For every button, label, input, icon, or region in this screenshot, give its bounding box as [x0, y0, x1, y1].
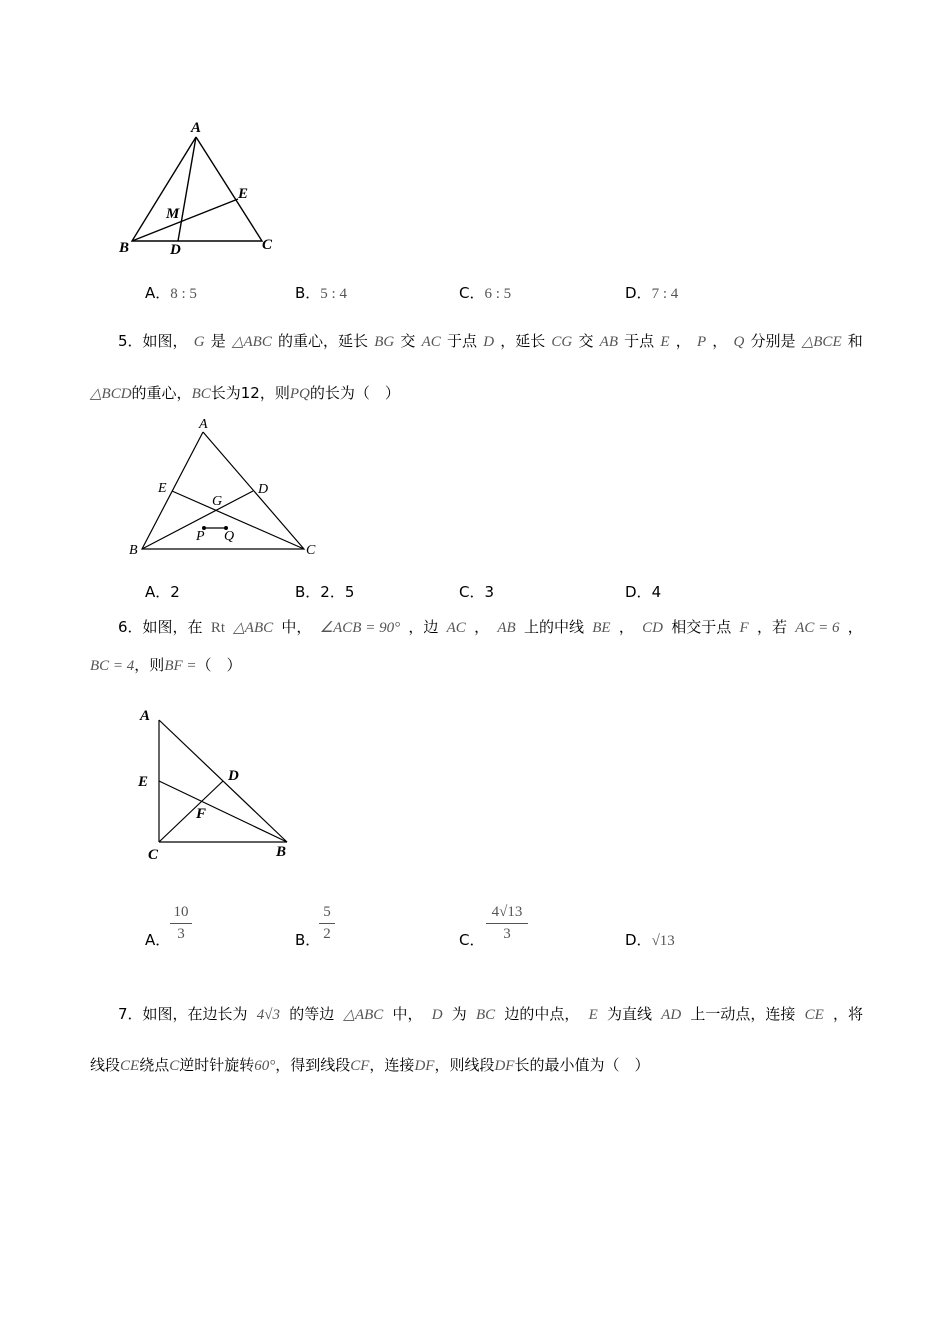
math-expression: BE [592, 620, 611, 636]
point-label-c: C [148, 847, 159, 863]
math-expression: △ABC [233, 620, 274, 636]
option-letter: C． [459, 931, 485, 949]
option-letter: B． [295, 284, 321, 302]
math-expression: AB [599, 334, 618, 350]
denominator: 3 [503, 926, 511, 942]
stem-text: 6．如图，在 [118, 618, 203, 636]
option-letter: D． [625, 284, 652, 302]
option-value: 2 [170, 583, 180, 601]
option-letter: C． [459, 284, 485, 302]
math-expression: G [193, 334, 205, 350]
stem-text: ，将 [832, 1005, 863, 1023]
option-value: 8 : 5 [170, 286, 197, 302]
denominator: 2 [323, 926, 331, 942]
stem-text: ，延长 [500, 332, 546, 350]
stem-text: 上一动点，连接 [690, 1005, 796, 1023]
math-expression: Q [733, 334, 745, 350]
math-expression: PQ [289, 386, 310, 402]
q6-option-d[interactable] [625, 929, 675, 950]
stem-text: 中， [281, 618, 312, 636]
math-expression: ∠ACB = 90° [319, 620, 401, 636]
stem-text: 于点 [624, 332, 655, 350]
math-expression: D [431, 1007, 443, 1023]
point-label-a: A [191, 120, 202, 136]
math-expression: DF [414, 1058, 435, 1074]
point-label-b: B [129, 543, 138, 558]
stem-text: 绕点 [139, 1056, 170, 1074]
stem-text: 7．如图，在边长为 [118, 1005, 248, 1023]
option-letter: B． [295, 583, 321, 601]
stem-text: 相交于点 [671, 618, 732, 636]
stem-text: 为直线 [606, 1005, 652, 1023]
q7-stem-line2 [90, 1054, 649, 1075]
option-letter: A． [145, 931, 171, 949]
option-letter: B． [295, 931, 321, 949]
math-expression: △BCE [801, 334, 842, 350]
point-label-e: E [238, 186, 249, 202]
stem-text: ，连接 [369, 1056, 415, 1074]
stem-text: ，边 [408, 618, 439, 636]
point-label-p: P [196, 529, 205, 544]
option-letter: A． [145, 284, 171, 302]
math-expression: CD [642, 620, 663, 636]
stem-text: 的长为（ ） [309, 384, 400, 402]
stem-text: ， [618, 618, 634, 636]
math-expression: C [169, 1058, 180, 1074]
option-value: √13 [651, 933, 675, 949]
point-label-c: C [262, 237, 273, 253]
point-label-e: E [158, 481, 167, 496]
stem-text: 的等边 [289, 1005, 335, 1023]
stem-text: 是 [210, 332, 226, 350]
math-expression: △ABC [231, 334, 272, 350]
math-expression: CE [804, 1007, 824, 1023]
math-expression: CF [350, 1058, 370, 1074]
math-expression: AC [446, 620, 466, 636]
stem-text: ，则 [134, 656, 165, 674]
stem-text: （ ） [196, 656, 242, 674]
point-label-f: F [196, 806, 207, 822]
stem-text: 边的中点， [504, 1005, 580, 1023]
stem-text: ，若 [756, 618, 787, 636]
point-label-a: A [199, 417, 208, 432]
stem-text: ， [847, 618, 863, 636]
q7-stem-line1 [118, 1003, 863, 1024]
stem-text: 于点 [446, 332, 477, 350]
math-expression: 4√3 [256, 1007, 280, 1023]
option-value: 4 [651, 583, 662, 601]
stem-text: 长为12，则 [210, 384, 290, 402]
denominator: 3 [177, 926, 185, 942]
math-expression: CE [120, 1058, 140, 1074]
point-label-d: D [170, 242, 181, 258]
numerator: 5 [323, 904, 331, 920]
math-expression: Rt [210, 620, 225, 636]
stem-text: 的重心， [131, 384, 192, 402]
math-expression: AC [421, 334, 441, 350]
option-letter: D． [625, 583, 652, 601]
math-expression: AB [497, 620, 516, 636]
stem-text: 交 [578, 332, 594, 350]
stem-text: 为 [451, 1005, 467, 1023]
stem-text: 交 [400, 332, 416, 350]
math-expression: AD [661, 1007, 682, 1023]
math-expression: △BCD [90, 386, 132, 402]
math-expression: BC [475, 1007, 496, 1023]
point-label-e: E [138, 774, 149, 790]
stem-text: 的重心，延长 [278, 332, 369, 350]
stem-text: 长的最小值为（ ） [514, 1056, 650, 1074]
math-expression: BG [374, 334, 395, 350]
option-letter: C． [459, 583, 485, 601]
stem-text: 中， [392, 1005, 423, 1023]
stem-text: 逆时针旋转 [179, 1056, 255, 1074]
math-expression: P [696, 334, 707, 350]
option-value: 5 : 4 [320, 286, 347, 302]
fraction [170, 904, 192, 943]
math-expression: D [483, 334, 495, 350]
math-expression: △ABC [343, 1007, 384, 1023]
math-expression: 60° [254, 1058, 276, 1074]
point-label-d: D [258, 482, 269, 497]
fraction [486, 904, 528, 943]
stem-text: ，则线段 [434, 1056, 495, 1074]
math-expression: E [588, 1007, 598, 1023]
stem-text: ， [712, 332, 728, 350]
option-value: 2．5 [320, 583, 355, 601]
math-expression: BC = 4 [90, 658, 135, 674]
stem-text: 分别是 [750, 332, 796, 350]
point-label-m: M [166, 206, 180, 222]
math-expression: DF [494, 1058, 515, 1074]
option-value: 6 : 5 [484, 286, 512, 302]
math-expression: BF = [164, 658, 197, 674]
stem-text: 线段 [90, 1056, 121, 1074]
point-label-d: D [228, 768, 239, 784]
math-expression: BC [191, 386, 211, 402]
stem-text: ， [474, 618, 490, 636]
math-expression: E [660, 334, 670, 350]
fraction [319, 904, 335, 943]
option-value: 7 : 4 [651, 286, 679, 302]
point-label-b: B [119, 240, 130, 256]
stem-text: 上的中线 [523, 618, 584, 636]
option-letter: A． [145, 583, 171, 601]
point-label-q: Q [224, 529, 235, 544]
option-value: 3 [484, 583, 495, 601]
numerator: 4√13 [491, 904, 523, 920]
stem-text: 5．如图， [118, 332, 188, 350]
math-expression: CG [551, 334, 573, 350]
math-expression: F [739, 620, 749, 636]
point-label-c: C [306, 543, 316, 558]
option-letter: D． [625, 931, 652, 949]
stem-text: 和 [847, 332, 863, 350]
stem-text: ，得到线段 [275, 1056, 351, 1074]
numerator: 10 [173, 904, 189, 920]
math-expression: AC = 6 [795, 620, 840, 636]
point-label-b: B [276, 844, 287, 860]
point-label-a: A [140, 708, 151, 724]
point-label-g: G [212, 494, 223, 509]
stem-text: ， [675, 332, 691, 350]
